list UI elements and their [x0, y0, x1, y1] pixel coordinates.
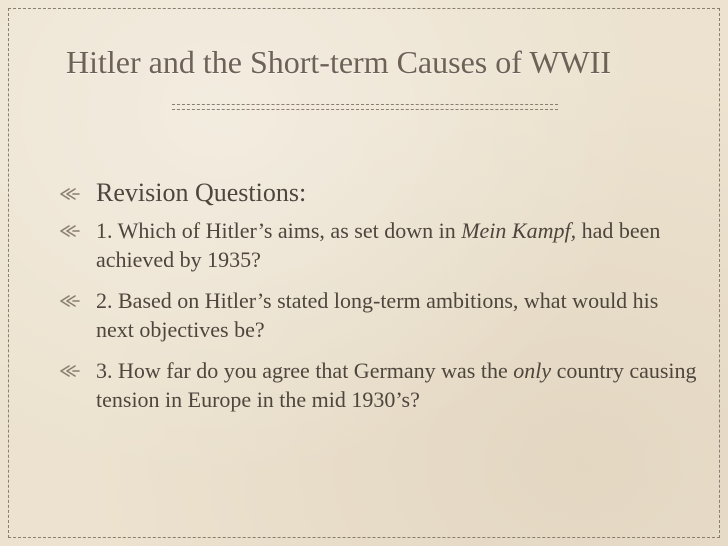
list-item-question-2 — [60, 286, 700, 344]
question-3-text-start: 3. How far do you agree that Germany was the — [96, 358, 514, 383]
question-1-book-title: Mein Kampf, — [461, 218, 577, 243]
list-item-question-3 — [60, 356, 700, 414]
list-item-heading — [60, 176, 700, 210]
stitched-arrow-bullet-icon — [60, 294, 80, 308]
list-item-question-1 — [60, 216, 700, 274]
bullet-list — [60, 176, 700, 426]
question-1-text-start: 1. Which of Hitler’s aims, as set down in — [96, 218, 462, 243]
question-3-emphasis: only — [513, 358, 552, 383]
slide-title: Hitler and the Short-term Causes of WWII — [66, 44, 612, 80]
question-3-text-end: country causing tension in Europe in the mid 1930’s? — [96, 358, 697, 412]
revision-heading: Revision Questions: — [96, 178, 307, 207]
stitched-arrow-bullet-icon — [60, 224, 80, 238]
stitched-arrow-bullet-icon — [60, 187, 80, 201]
question-1-text-end: had been achieved by 1935? — [96, 218, 661, 272]
title-divider — [172, 104, 558, 110]
question-2-text: 2. Based on Hitler’s stated long-term ambitions, what would his next objectives be? — [96, 288, 659, 342]
stitched-arrow-bullet-icon — [60, 364, 80, 378]
